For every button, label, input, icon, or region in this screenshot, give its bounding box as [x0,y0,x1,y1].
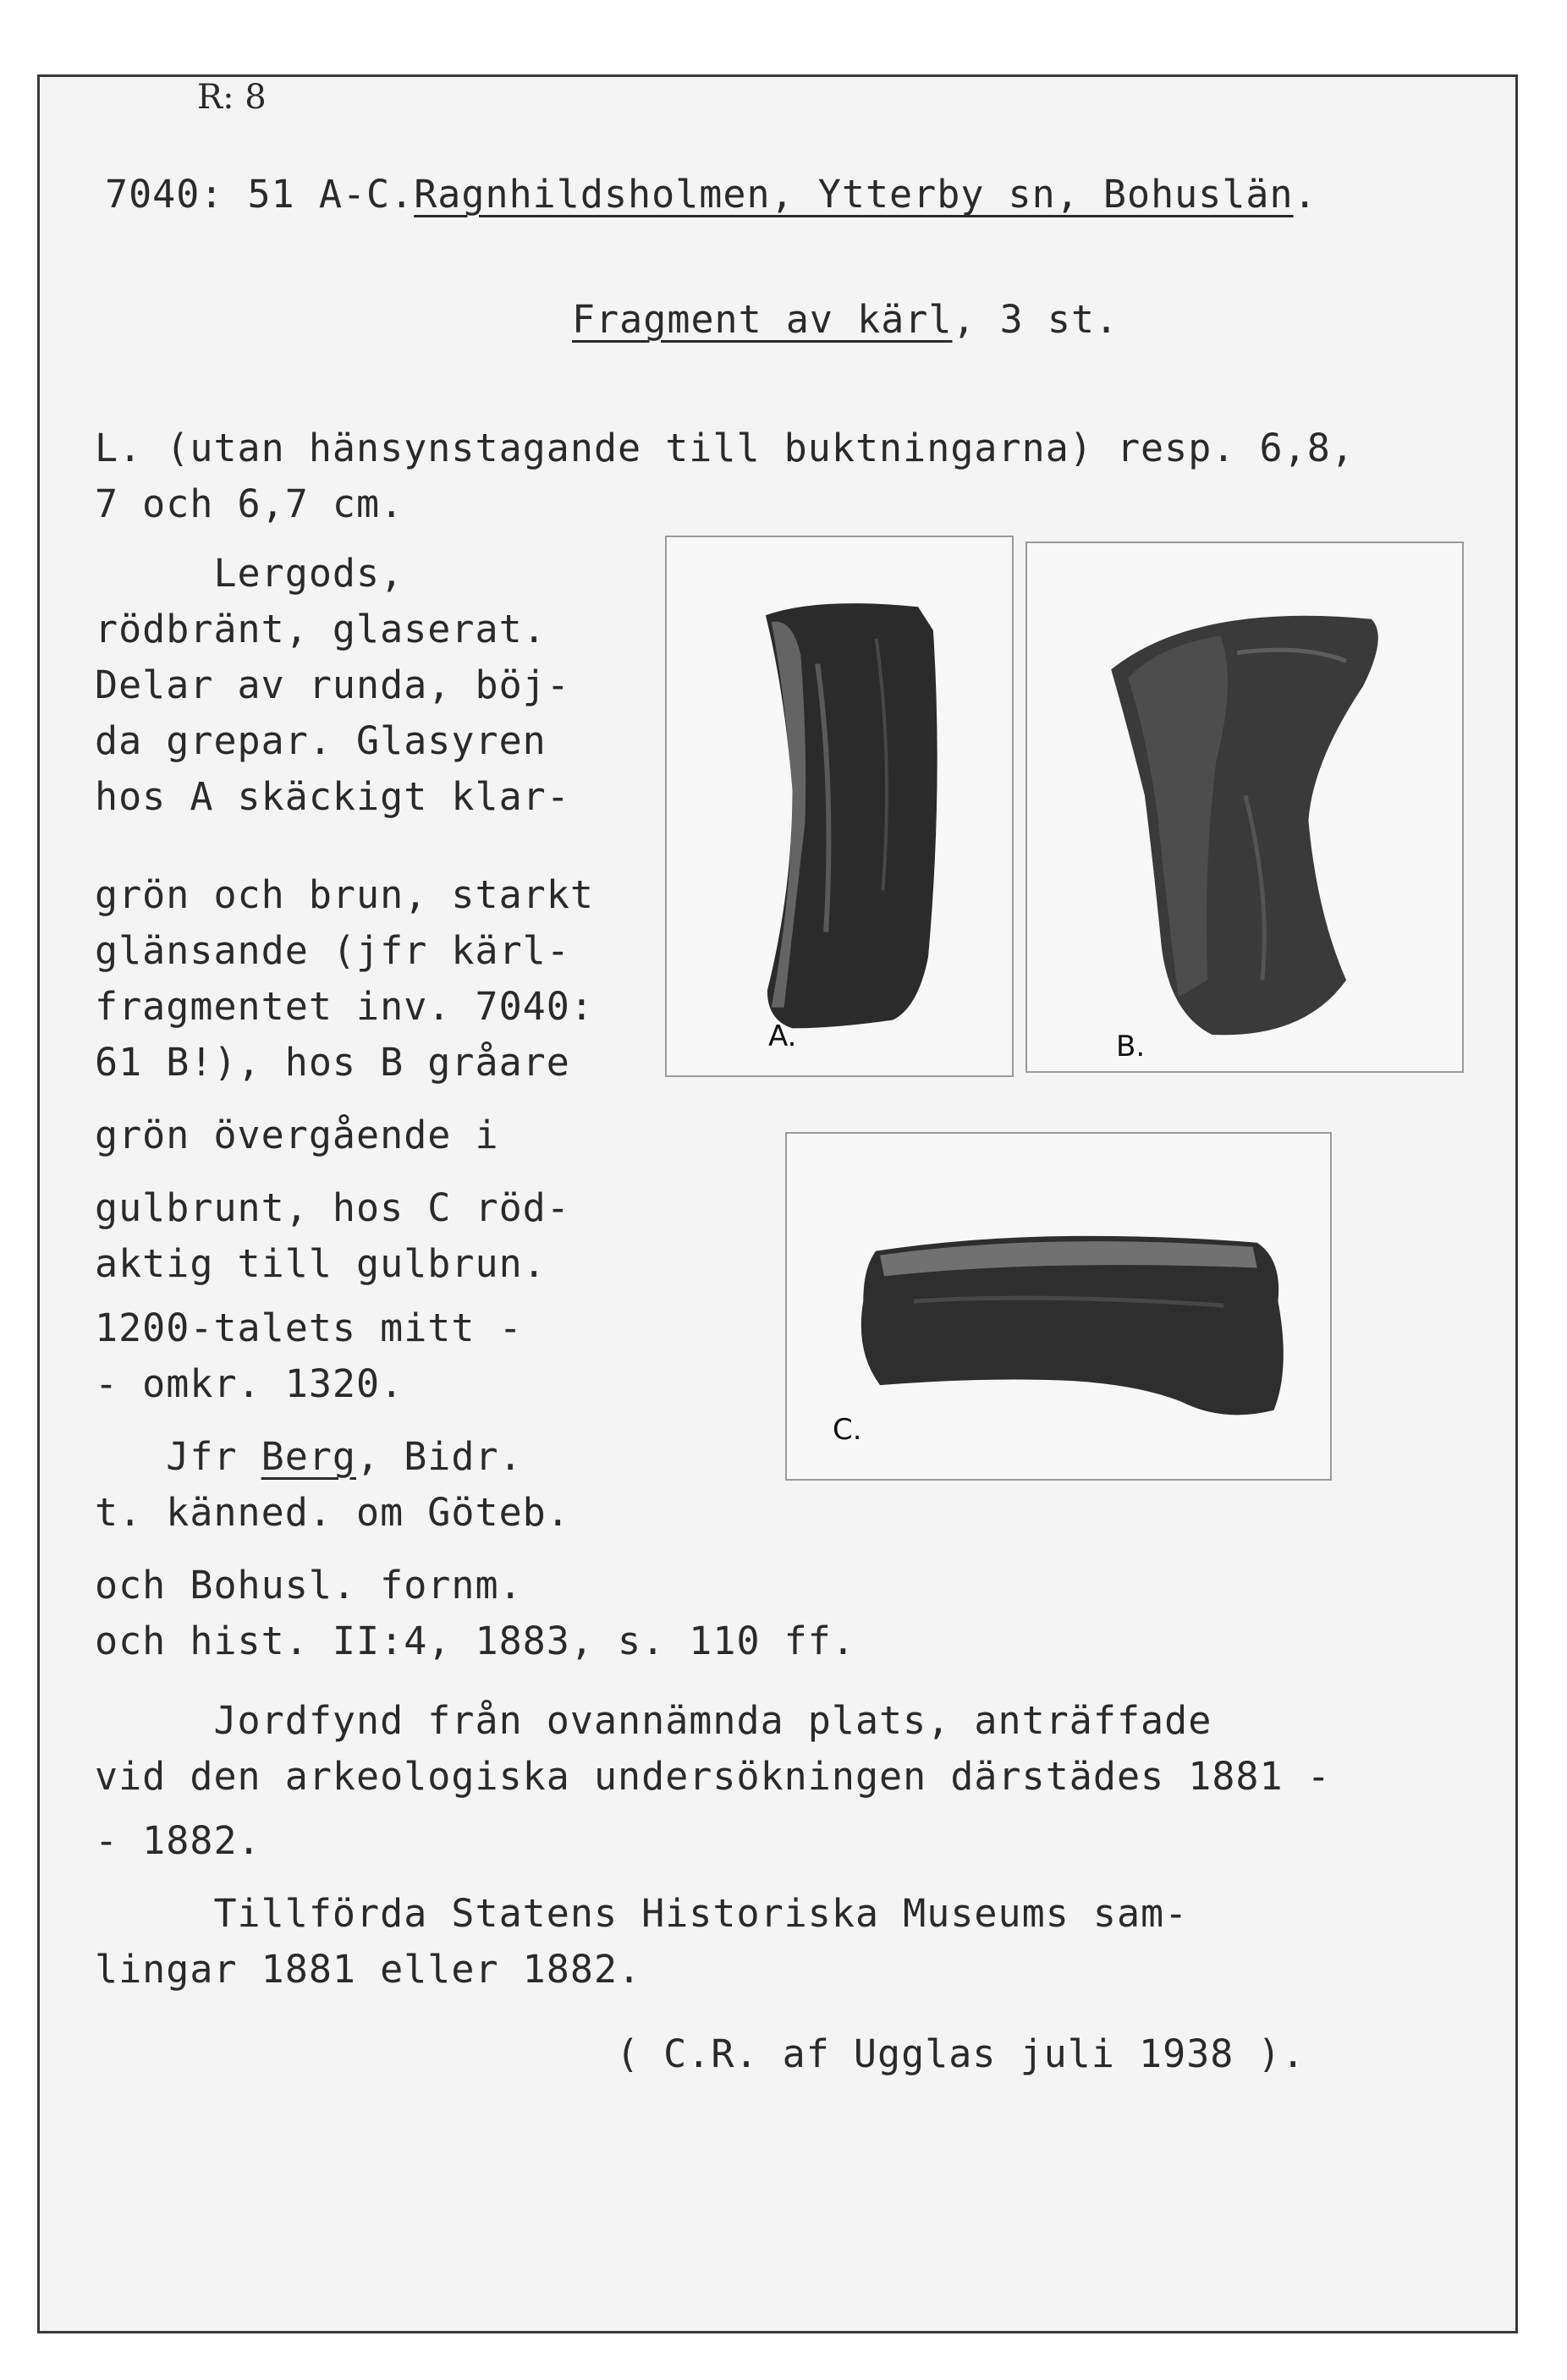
reference-line [95,1432,523,1482]
photo-fragment-a [665,536,1014,1077]
find-line: vid den arkeologiska undersökningen därstädes 1881 - [95,1754,1331,1799]
reference-line: t. känned. om Göteb. [95,1490,570,1535]
acquisition-line: lingar 1881 eller 1882. [95,1947,642,1992]
description-line: gulbrunt, hos C röd- [95,1185,570,1230]
reference-author: Berg [261,1434,357,1479]
description-line: fragmentet inv. 7040: [95,984,594,1029]
description-line: da grepar. Glasyren [95,718,547,763]
photo-fragment-b [1025,541,1464,1073]
description-line: grön och brun, starkt [95,872,594,917]
locality: Ragnhildsholmen, Ytterby sn, Bohuslän [414,172,1294,217]
description-line: glänsande (jfr kärl- [95,928,570,973]
photo-label-b: B. [1116,1030,1146,1064]
reference-suffix: , Bidr. [356,1434,523,1479]
measure-line: 7 och 6,7 cm. [95,481,404,526]
photo-label-c: C. [833,1413,862,1447]
photo-fragment-c [785,1132,1332,1481]
measure-line: L. (utan hänsynstagande till buktningarna) resp. 6,8, [95,426,1355,470]
reference-line: och hist. II:4, 1883, s. 110 ff. [95,1619,855,1663]
fragment-c-image [787,1134,1330,1479]
description-line: - omkr. 1320. [95,1361,404,1406]
object-count: , 3 st. [952,297,1119,342]
find-line: - 1882. [95,1818,261,1863]
header-end: . [1293,172,1317,217]
signature: ( C.R. af Ugglas juli 1938 ). [616,2031,1306,2076]
description-line: Delar av runda, böj- [95,662,570,707]
description-line: aktig till gulbrun. [95,1241,547,1286]
find-line: Jordfynd från ovannämnda plats, anträffade [95,1698,1212,1743]
reference-prefix: Jfr [95,1434,261,1479]
title-line [572,294,1119,345]
description-line: 1200-talets mitt - [95,1305,523,1350]
catalog-number: 7040: 51 A-C. [105,172,415,217]
header-line [105,169,1317,220]
fragment-b-image [1027,543,1462,1071]
description-line: hos A skäckigt klar- [95,774,570,819]
corner-mark: R: 8 [197,78,267,117]
description-line: grön övergående i [95,1113,499,1157]
acquisition-line: Tillförda Statens Historiska Museums sam- [95,1891,1189,1936]
fragment-a-image [667,537,1012,1075]
reference-line: och Bohusl. fornm. [95,1563,523,1608]
object-title: Fragment av kärl [572,297,953,342]
photo-label-a: A. [768,1020,797,1053]
description-line: Lergods, [95,551,404,596]
description-line: rödbränt, glaserat. [95,607,547,651]
description-line: 61 B!), hos B gråare [95,1040,570,1085]
